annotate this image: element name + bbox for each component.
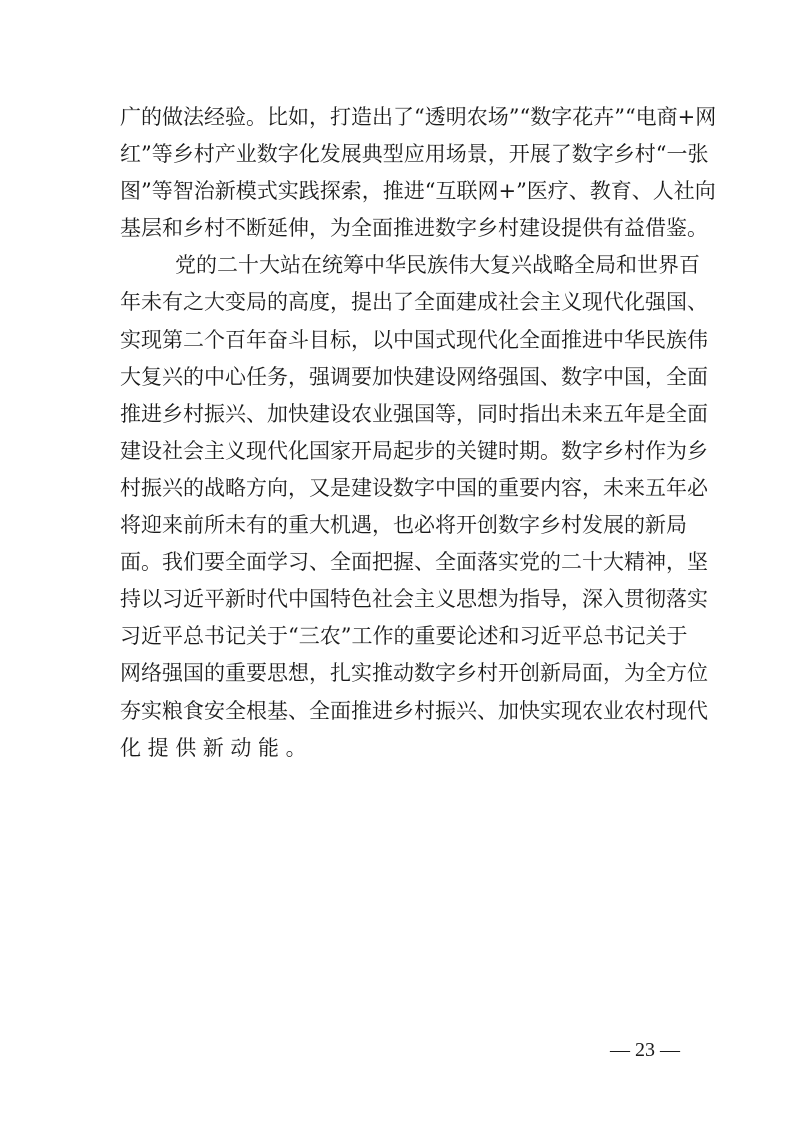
text-line: 党的二十大站在统筹中华民族伟大复兴战略全局和世界百 — [175, 253, 700, 278]
text-line: 图”等智治新模式实践探索，推进“互联网+”医疗、教育、人社向 — [120, 179, 716, 204]
text-line: 实现第二个百年奋斗目标，以中国式现代化全面推进中华民族伟 — [120, 327, 708, 352]
body-text — [120, 99, 717, 767]
text-line: 基层和乡村不断延伸，为全面推进数字乡村建设提供有益借鉴。 — [120, 216, 708, 241]
text-line: 习近平总书记关于“三农”工作的重要论述和习近平总书记关于 — [120, 624, 688, 649]
text-line: 夯实粮食安全根基、全面推进乡村振兴、加快实现农业农村现代 — [120, 698, 708, 723]
text-line: 网络强国的重要思想，扎实推动数字乡村开创新局面，为全方位 — [120, 661, 708, 686]
paragraph-1 — [120, 99, 717, 247]
text-line: 大复兴的中心任务，强调要加快建设网络强国、数字中国，全面 — [120, 364, 708, 389]
text-line: 推进乡村振兴、加快建设农业强国等，同时指出未来五年是全面 — [120, 401, 708, 426]
page-number: — 23 — — [610, 1039, 680, 1061]
text-line: 面。我们要全面学习、全面把握、全面落实党的二十大精神，坚 — [120, 550, 708, 575]
text-line: 村振兴的战略方向，又是建设数字中国的重要内容，未来五年必 — [120, 475, 708, 500]
text-line: 持以习近平新时代中国特色社会主义思想为指导，深入贯彻落实 — [120, 587, 708, 612]
text-line: 红”等乡村产业数字化发展典型应用场景，开展了数字乡村“一张 — [120, 142, 709, 167]
text-line: 化提供新动能。 — [120, 735, 314, 760]
text-line: 将迎来前所未有的重大机遇，也必将开创数字乡村发展的新局 — [120, 513, 687, 538]
text-line: 建设社会主义现代化国家开局起步的关键时期。数字乡村作为乡 — [120, 438, 708, 463]
paragraph-2 — [120, 247, 708, 766]
text-line: 广的做法经验。比如，打造出了“透明农场”“数字花卉”“电商+网 — [120, 105, 717, 129]
text-line: 年未有之大变局的高度，提出了全面建成社会主义现代化强国、 — [120, 290, 708, 315]
